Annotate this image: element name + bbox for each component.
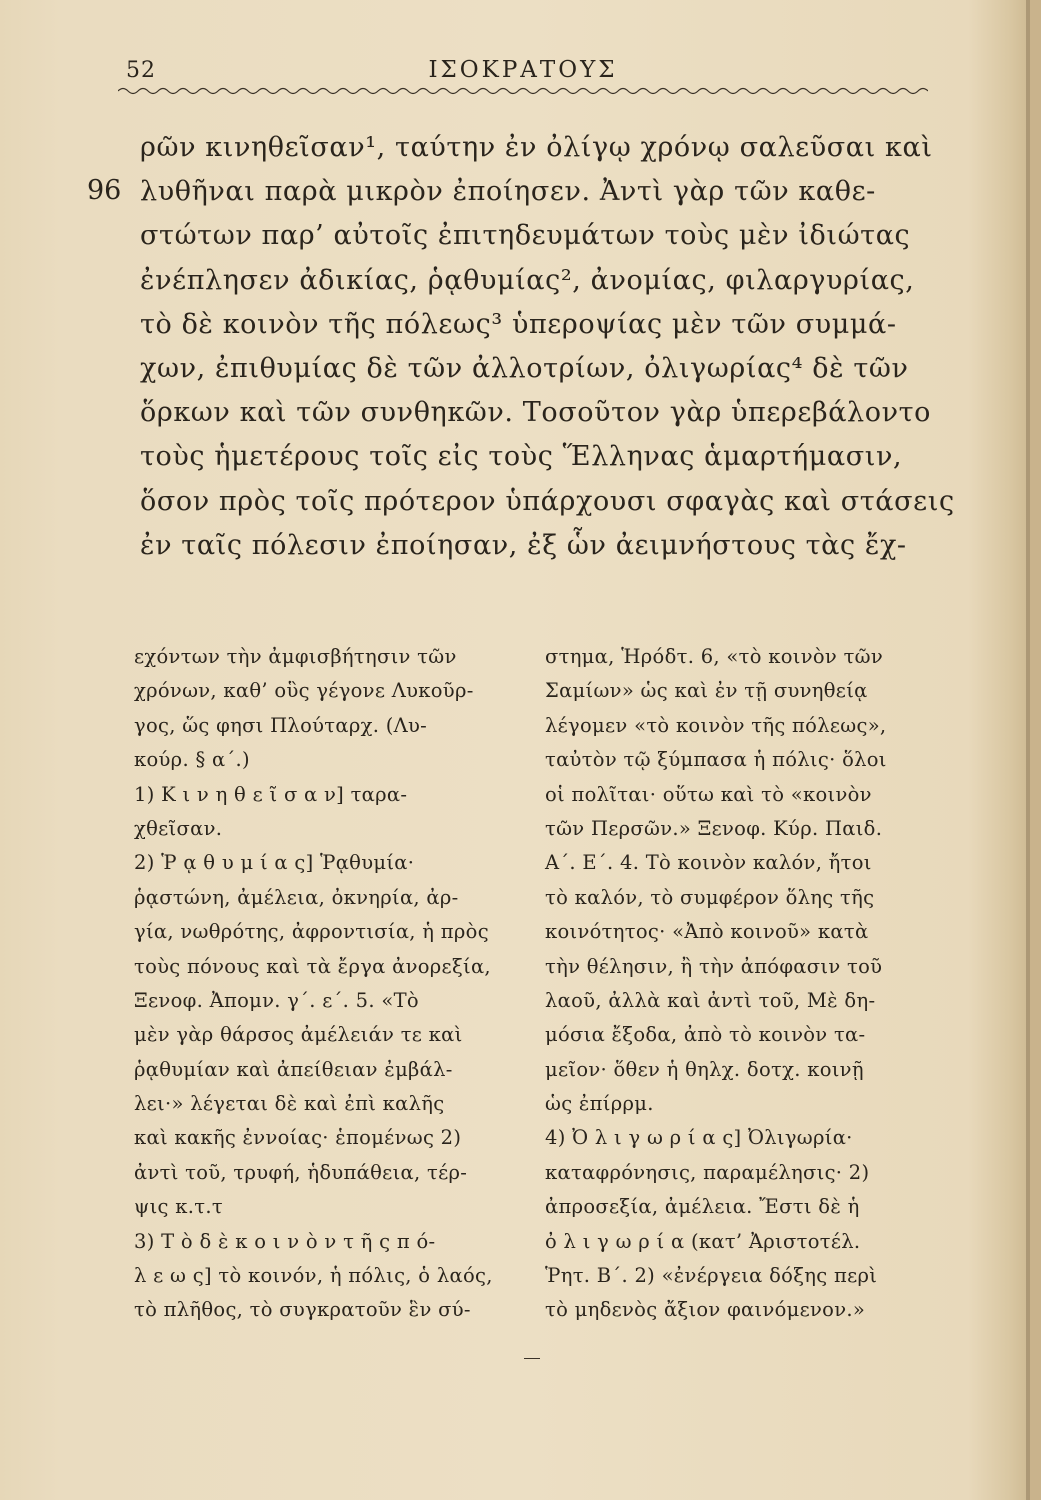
- main-text-line: τοὺς ἡμετέρους τοῖς εἰς τοὺς Ἕλληνας ἁμαρτήμασιν,: [140, 441, 903, 473]
- footnote-line: ῥᾳθυμίαν καὶ ἀπείθειαν ἐμβάλ-: [134, 1057, 453, 1081]
- footnote-line: καταφρόνησις, παραμέλησις· 2): [545, 1160, 870, 1184]
- main-text-line: ὅσον πρὸς τοῖς πρότερον ὑπάρχουσι σφαγὰς καὶ στάσεις: [140, 485, 955, 517]
- footnote-line: μόσια ἔξοδα, ἀπὸ τὸ κοινὸν τα-: [545, 1023, 866, 1047]
- footnote-line: χρόνων, καθ’ οὓς γέγονε Λυκοῦρ-: [134, 679, 474, 703]
- footnote-line: ταὐτὸν τῷ ξύμπασα ἡ πόλις· ὅλοι: [545, 748, 887, 772]
- footnote-line: τὸ πλῆθος, τὸ συγκρατοῦν ἓν σύ-: [134, 1298, 471, 1322]
- footnote-line: Σαμίων» ὡς καὶ ἐν τῇ συνηθείᾳ: [545, 679, 868, 703]
- footnote-line: κοινότητος· «Ἀπὸ κοινοῦ» κατὰ: [545, 920, 869, 944]
- footnote-line: 4) Ὀ λ ι γ ω ρ ί α ς] Ὀλιγωρία·: [545, 1126, 853, 1150]
- footnote-line: μὲν γὰρ θάρσος ἀμέλειάν τε καὶ: [134, 1023, 463, 1047]
- footnote-line: εχόντων τὴν ἀμφισβήτησιν τῶν: [134, 645, 457, 668]
- footnote-line: τὴν θέλησιν, ἢ τὴν ἀπόφασιν τοῦ: [545, 954, 883, 978]
- page-header: [118, 52, 928, 98]
- footnote-line: μεῖον· ὅθεν ἡ θηλχ. δοτχ. κοινῇ: [545, 1057, 864, 1081]
- footnote-line: Α΄. Ε΄. 4. Τὸ κοινὸν καλόν, ἤτοι: [545, 851, 872, 875]
- footnote-line: Ξενοφ. Ἀπομν. γ΄. ε΄. 5. «Τὸ: [134, 988, 419, 1012]
- footnote-line: τῶν Περσῶν.» Ξενοφ. Κύρ. Παιδ.: [545, 816, 883, 840]
- main-text-line: ρῶν κινηθεῖσαν¹, ταύτην ἐν ὀλίγῳ χρόνῳ σαλεῦσαι καὶ: [140, 132, 933, 163]
- column-divider: [524, 1358, 540, 1359]
- footnote-line: ὀ λ ι γ ω ρ ί α (κατ’ Ἀριστοτέλ.: [545, 1229, 861, 1253]
- footnote-line: τὸ καλόν, τὸ συμφέρον ὅλης τῆς: [545, 885, 875, 909]
- main-text-line: ἐν ταῖς πόλεσιν ἐποίησαν, ἐξ ὧν ἀειμνήστους τὰς ἔχ-: [140, 529, 907, 561]
- footnote-line: λέγομεν «τὸ κοινὸν τῆς πόλεως»,: [545, 713, 887, 737]
- page-edge: [1030, 0, 1041, 1500]
- main-text-line: ὅρκων καὶ τῶν συνθηκῶν. Τοσοῦτον γὰρ ὑπερεβάλοντο: [140, 397, 932, 429]
- footnote-line: τὸ μηδενὸς ἄξιον φαινόμενον.»: [545, 1298, 866, 1322]
- footnote-line: 3) Τ ὸ δ ὲ κ ο ι ν ὸ ν τ ῆ ς π ό-: [134, 1229, 436, 1253]
- main-text-line: στώτων παρ’ αὐτοῖς ἐπιτηδευμάτων τοὺς μὲν ἰδιώτας: [140, 220, 911, 252]
- footnote-line: χθεῖσαν.: [134, 816, 223, 840]
- footnote-line: ῥᾳστώνη, ἀμέλεια, ὀκνηρία, ἀρ-: [134, 885, 459, 909]
- footnotes-left-column: [134, 640, 514, 1328]
- running-title: ΙΣΟΚΡΑΤΟΥΣ: [428, 57, 618, 83]
- footnote-line: λει·» λέγεται δὲ καὶ ἐπὶ καλῆς: [134, 1092, 445, 1116]
- footnote-line: λ ε ω ς] τὸ κοινόν, ἡ πόλις, ὁ λαός,: [134, 1264, 493, 1288]
- footnote-line: οἱ πολῖται· οὕτω καὶ τὸ «κοινὸν: [545, 782, 872, 806]
- footnote-line: λαοῦ, ἀλλὰ καὶ ἀντὶ τοῦ, Μὲ δη-: [545, 988, 876, 1012]
- footnote-line: καὶ κακῆς ἐννοίας· ἑπομένως 2): [134, 1126, 462, 1150]
- section-number: 96: [87, 175, 122, 206]
- footnote-line: Ῥητ. Β΄. 2) «ἐνέργεια δόξης περὶ: [545, 1264, 878, 1288]
- wavy-rule: [118, 85, 928, 97]
- footnote-line: γος, ὥς φησι Πλούταρχ. (Λυ-: [134, 713, 428, 737]
- footnotes-right-column: [545, 640, 940, 1328]
- main-text-line: τὸ δὲ κοινὸν τῆς πόλεως³ ὑπεροψίας μὲν τῶν συμμά-: [140, 308, 897, 340]
- main-text: [140, 126, 955, 568]
- footnote-line: τοὺς πόνους καὶ τὰ ἔργα ἀνορεξία,: [134, 954, 491, 978]
- footnote-line: στημα, Ἡρόδτ. 6, «τὸ κοινὸν τῶν: [545, 645, 884, 668]
- main-text-line: λυθῆναι παρὰ μικρὸν ἐποίησεν. Ἀντὶ γὰρ τῶν καθε-: [140, 176, 876, 208]
- page-number: 52: [126, 58, 156, 83]
- footnote-line: ἀντὶ τοῦ, τρυφή, ἡδυπάθεια, τέρ-: [134, 1160, 468, 1184]
- footnote-line: ἀπροσεξία, ἀμέλεια. Ἔστι δὲ ἡ: [545, 1195, 860, 1219]
- footnote-line: ψις κ.τ.τ: [134, 1195, 223, 1219]
- footnote-line: 1) Κ ι ν η θ ε ῖ σ α ν] ταρα-: [134, 782, 408, 806]
- footnote-line: κούρ. § α΄.): [134, 748, 250, 772]
- footnote-line: 2) Ῥ ᾳ θ υ μ ί α ς] Ῥᾳθυμία·: [134, 851, 415, 875]
- footnote-line: γία, νωθρότης, ἀφροντισία, ἡ πρὸς: [134, 920, 489, 944]
- footnote-line: ὡς ἐπίρρμ.: [545, 1092, 654, 1116]
- main-text-line: χων, ἐπιθυμίας δὲ τῶν ἀλλοτρίων, ὀλιγωρίας⁴ δὲ τῶν: [140, 352, 909, 384]
- main-text-line: ἐνέπλησεν ἀδικίας, ῥᾳθυμίας², ἀνομίας, φιλαργυρίας,: [140, 264, 915, 296]
